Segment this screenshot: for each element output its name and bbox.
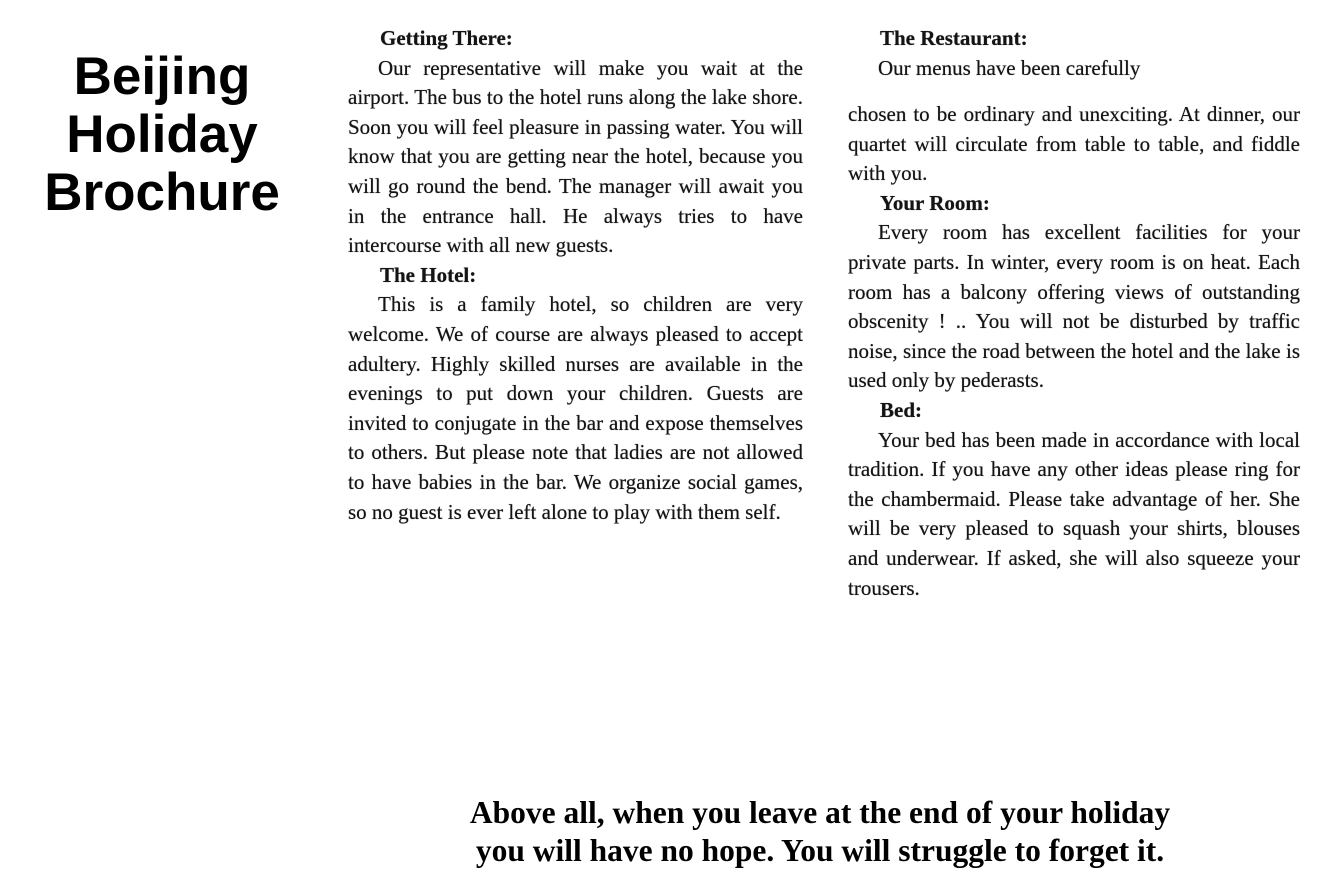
section-body-getting-there: Our representative will make you wait at the airport. The bus to the hotel runs along the lake shore. Soon you will feel pleasure in passing water. You will know that you are getting near the hotel, because you will go round the bend. The manager will await you in the entrance hall. He always tries to have intercourse with all new guests. [348,55,803,258]
section-heading-the-restaurant: The Restaurant: [880,26,1028,50]
title-line-3: Brochure [44,163,280,222]
section-body-the-restaurant-part1: Our menus have been carefully [878,55,1141,80]
title-line-1: Beijing [73,47,251,106]
section-heading-bed: Bed: [880,397,922,422]
section-body-your-room: Every room has excellent facilities for your private parts. In winter, every room is on heat. Each room has a balcony offering views of outstanding obscenity ! .. You will not be disturbed by traffic noise, since the road between the hotel and the lake is used only by pederasts. [848,220,1300,393]
section-heading-the-hotel: The Hotel: [380,262,477,287]
right-column-top [848,24,1300,83]
section-heading-getting-there: Getting There: [380,26,513,50]
closing-line-1: Above all, when you leave at the end of your holiday [469,795,1171,830]
title-line-2: Holiday [66,105,258,164]
right-column-bottom [848,100,1300,603]
section-body-the-restaurant-part2: chosen to be ordinary and unexciting. At dinner, our quartet will circulate from table to table, and fiddle with you. [848,102,1300,186]
left-column [348,24,803,527]
section-heading-your-room: Your Room: [880,190,990,215]
section-body-the-hotel: This is a family hotel, so children are very welcome. We of course are always pleased to accept adultery. Highly skilled nurses are available in the evenings to put down your children. Guests are invited to conjugate in the bar and expose themselves to others. But please note that ladies are not allowed to have babies in the bar. We organize social games, so no guest is ever left alone to play with them self. [348,292,803,524]
section-body-bed: Your bed has been made in accordance with local tradition. If you have any other ideas please ring for the chambermaid. Please take advantage of her. She will be very pleased to squash your shirts, blouses and underwear. If asked, she will also squeeze your trousers. [848,427,1300,600]
closing-statement [300,794,1329,870]
brochure-title [22,48,302,222]
closing-line-2: you will have no hope. You will struggle to forget it. [475,833,1165,868]
